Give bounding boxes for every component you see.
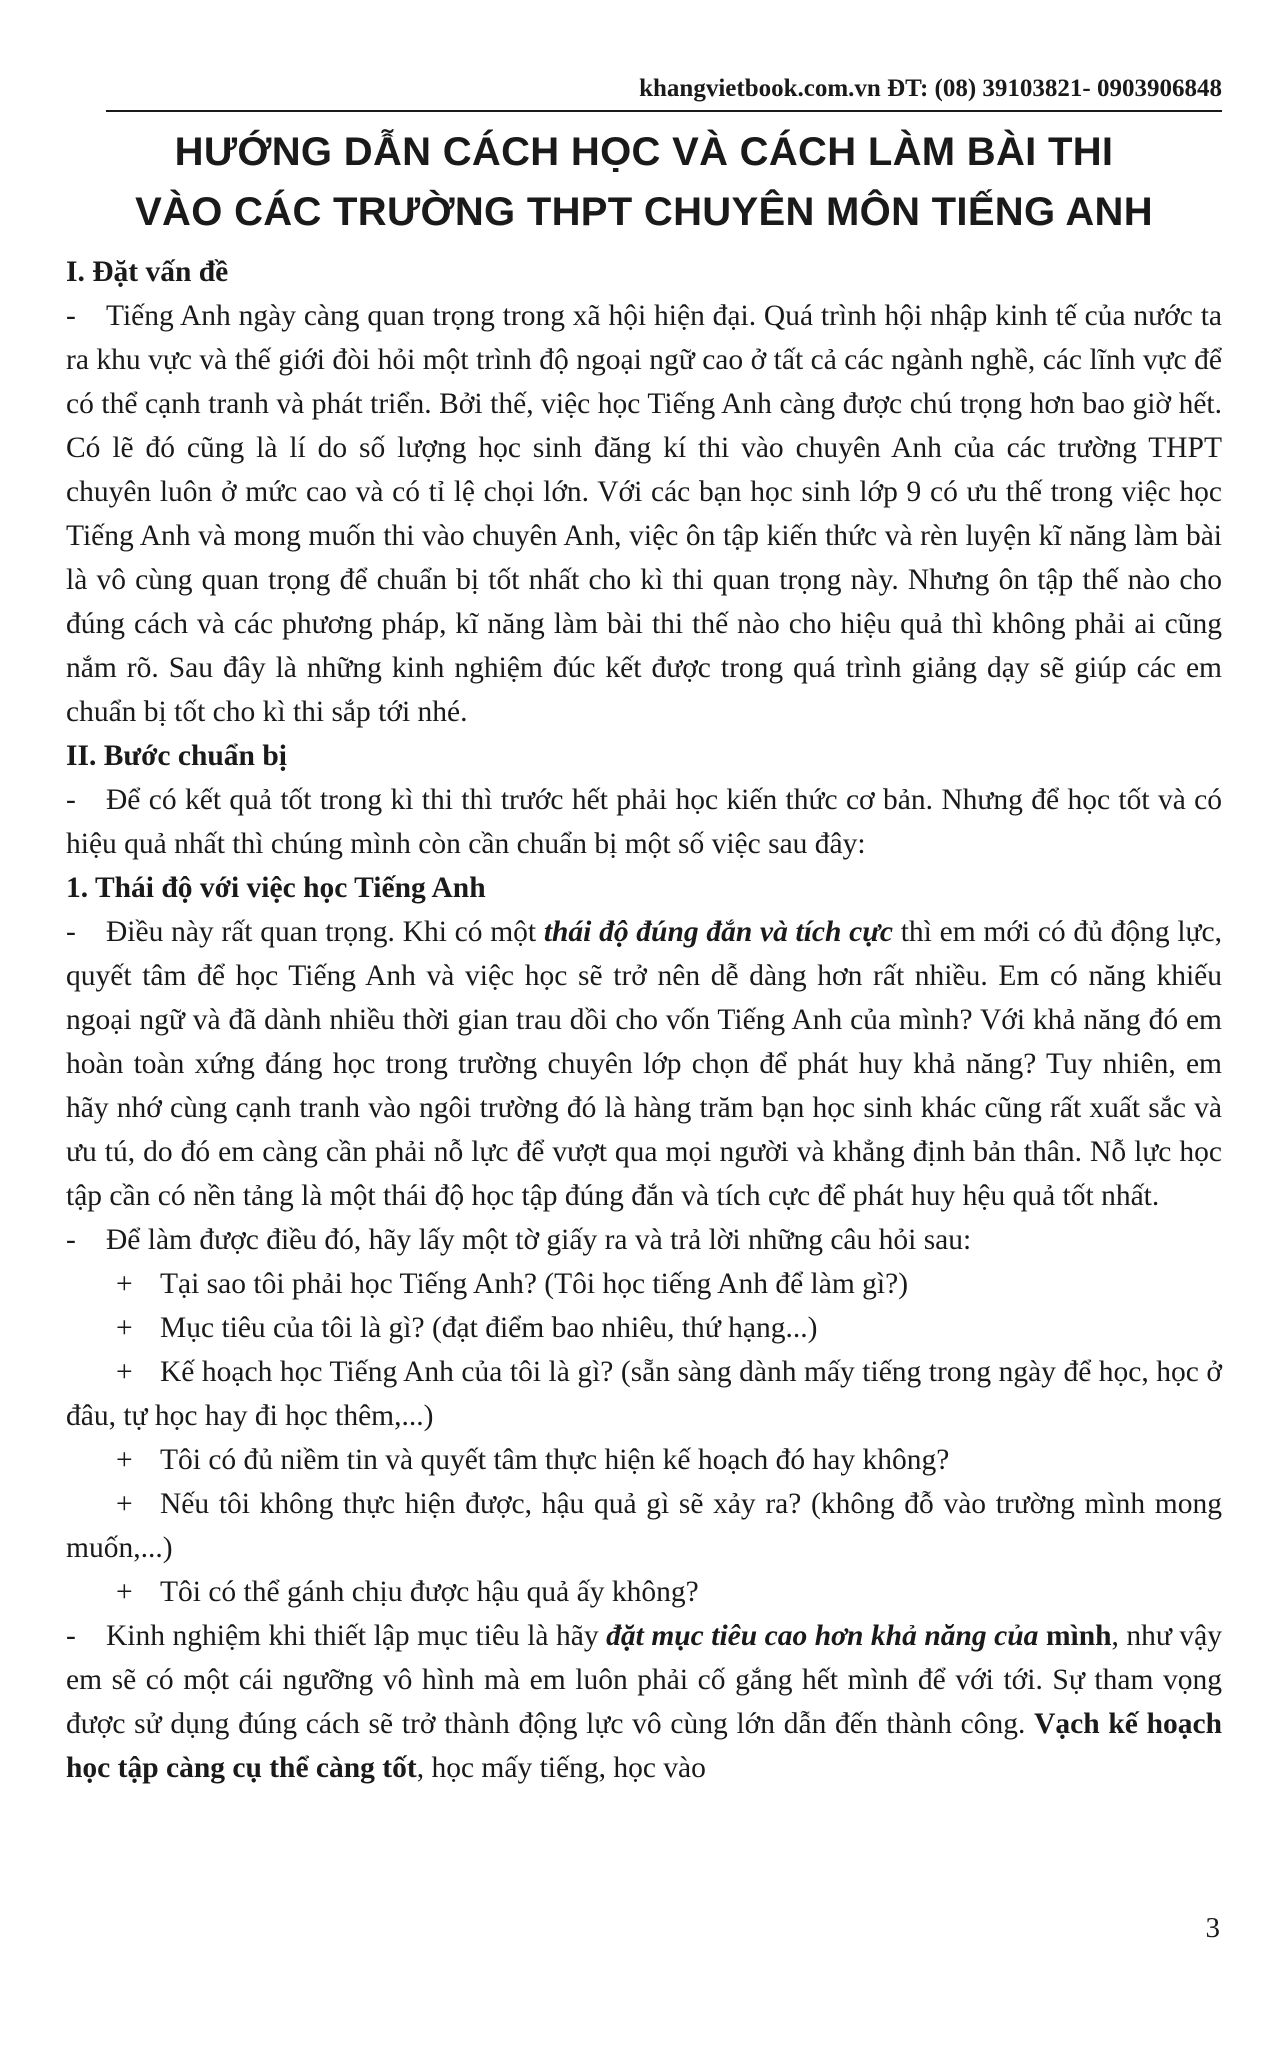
plus-marker: + (116, 1356, 133, 1388)
subsection1-paragraph-2 (66, 1218, 1222, 1262)
section2-paragraph-text: Để có kết quả tốt trong kì thi thì trước hết phải học kiến thức cơ bản. Nhưng để học tốt và có hiệu quả nhất thì chúng mình còn cần chuẩn bị một số việc sau đây: (66, 784, 1222, 860)
section-heading-1: I. Đặt vấn đề (66, 256, 229, 288)
question-item (66, 1350, 1222, 1438)
paragraph-text: , học mấy tiếng, học vào (416, 1752, 706, 1784)
emphasis-text: thái độ đúng đắn và tích cực (543, 916, 894, 948)
plus-marker: + (116, 1268, 133, 1300)
document-body (66, 250, 1222, 1790)
bold-text: mình (1045, 1620, 1112, 1652)
section2-paragraph (66, 778, 1222, 866)
section1-paragraph (66, 294, 1222, 734)
question-item (66, 1438, 1222, 1482)
subsection-heading-1: 1. Thái độ với việc học Tiếng Anh (66, 872, 486, 904)
plus-marker: + (116, 1444, 133, 1476)
bold-text: Vạch kế hoạch học tập càng cụ thể càng tốt (66, 1708, 1223, 1784)
paragraph-text: thì em mới có đủ động lực, quyết tâm để học Tiếng Anh và việc học sẽ trở nên dễ dàng hơn rất nhiều. Em có năng khiếu ngoại ngữ và đã dành nhiều thời gian trau dồi cho vốn Tiếng Anh của mình? Với khả năng đó em hoàn toàn xứng đáng học trong trường chuyên lớp chọn để phát huy khả năng? Tuy nhiên, em hãy nhớ cùng cạnh tranh vào ngôi trường đó là hàng trăm bạn học sinh khác cũng rất xuất sắc và ưu tú, do đó em càng cần phải nỗ lực để vượt qua mọi người và khẳng định bản thân. Nỗ lực học tập cần có nền tảng là một thái độ học tập đúng đắn và tích cực để phát huy hệu quả tốt nhất. (66, 916, 1222, 1212)
question-item (66, 1570, 1222, 1614)
emphasis-text: đặt mục tiêu cao hơn khả năng của (606, 1620, 1039, 1652)
question-item (66, 1482, 1222, 1570)
paragraph-text: Kinh nghiệm khi thiết lập mục tiêu là hãy (106, 1620, 607, 1652)
plus-marker: + (116, 1488, 133, 1520)
question-text: Tôi có đủ niềm tin và quyết tâm thực hiện kế hoạch đó hay không? (160, 1444, 950, 1476)
header-rule (106, 110, 1222, 112)
question-text: Mục tiêu của tôi là gì? (đạt điểm bao nhiêu, thứ hạng...) (160, 1312, 818, 1344)
section1-paragraph-text: Tiếng Anh ngày càng quan trọng trong xã hội hiện đại. Quá trình hội nhập kinh tế của nước ta ra khu vực và thế giới đòi hỏi một trình độ ngoại ngữ cao ở tất cả các ngành nghề, các lĩnh vực để có thể cạnh tranh và phát triển. Bởi thế, việc học Tiếng Anh càng được chú trọng hơn bao giờ hết. Có lẽ đó cũng là lí do số lượng học sinh đăng kí thi vào chuyên Anh của các trường THPT chuyên luôn ở mức cao và có tỉ lệ chọi lớn. Với các bạn học sinh lớp 9 có ưu thế trong việc học Tiếng Anh và mong muốn thi vào chuyên Anh, việc ôn tập kiến thức và rèn luyện kĩ năng làm bài là vô cùng quan trọng để chuẩn bị tốt nhất cho kì thi quan trọng này. Nhưng ôn tập thế nào cho đúng cách và các phương pháp, kĩ năng làm bài thi thế nào cho hiệu quả thì không phải ai cũng nắm rõ. Sau đây là những kinh nghiệm đúc kết được trong quá trình giảng dạy sẽ giúp các em chuẩn bị tốt cho kì thi sắp tới nhé. (66, 300, 1222, 728)
dash-marker: - (66, 1620, 76, 1652)
title-line-2: VÀO CÁC TRƯỜNG THPT CHUYÊN MÔN TIẾNG ANH (135, 190, 1153, 234)
paragraph-text: Điều này rất quan trọng. Khi có một (106, 916, 544, 948)
question-item (66, 1306, 1222, 1350)
question-item (66, 1262, 1222, 1306)
dash-marker: - (66, 300, 76, 332)
plus-marker: + (116, 1312, 133, 1344)
paragraph-text: , như vậy em sẽ có một cái ngưỡng vô hình mà em luôn phải cố gắng hết mình để với tới. Sự tham vọng được sử dụng đúng cách sẽ trở thành động lực vô cùng lớn dẫn đến thành công. (66, 1620, 1223, 1740)
subsection1-paragraph-1 (66, 910, 1222, 1218)
dash-marker: - (66, 1224, 76, 1256)
question-text: Tôi có thể gánh chịu được hậu quả ấy không? (160, 1576, 699, 1608)
title-line-1: HƯỚNG DẪN CÁCH HỌC VÀ CÁCH LÀM BÀI THI (174, 130, 1114, 174)
question-text: Tại sao tôi phải học Tiếng Anh? (Tôi học tiếng Anh để làm gì?) (160, 1268, 909, 1300)
section-heading-2: II. Bước chuẩn bị (66, 740, 287, 772)
dash-marker: - (66, 916, 76, 948)
question-text: Kế hoạch học Tiếng Anh của tôi là gì? (sẵn sàng dành mấy tiếng trong ngày để học, học ở đâu, tự học hay đi học thêm,...) (66, 1356, 1222, 1432)
question-text: Nếu tôi không thực hiện được, hậu quả gì sẽ xảy ra? (không đỗ vào trường mình mong muốn,...) (66, 1488, 1222, 1564)
page-title (66, 122, 1222, 242)
page-number: 3 (1205, 1912, 1220, 1944)
plus-marker: + (116, 1576, 133, 1608)
paragraph-text: Để làm được điều đó, hãy lấy một tờ giấy ra và trả lời những câu hỏi sau: (106, 1224, 972, 1256)
page-header: khangvietbook.com.vn ĐT: (08) 39103821- 0903906848 (639, 75, 1222, 102)
dash-marker: - (66, 784, 76, 816)
subsection1-paragraph-3 (66, 1614, 1222, 1790)
